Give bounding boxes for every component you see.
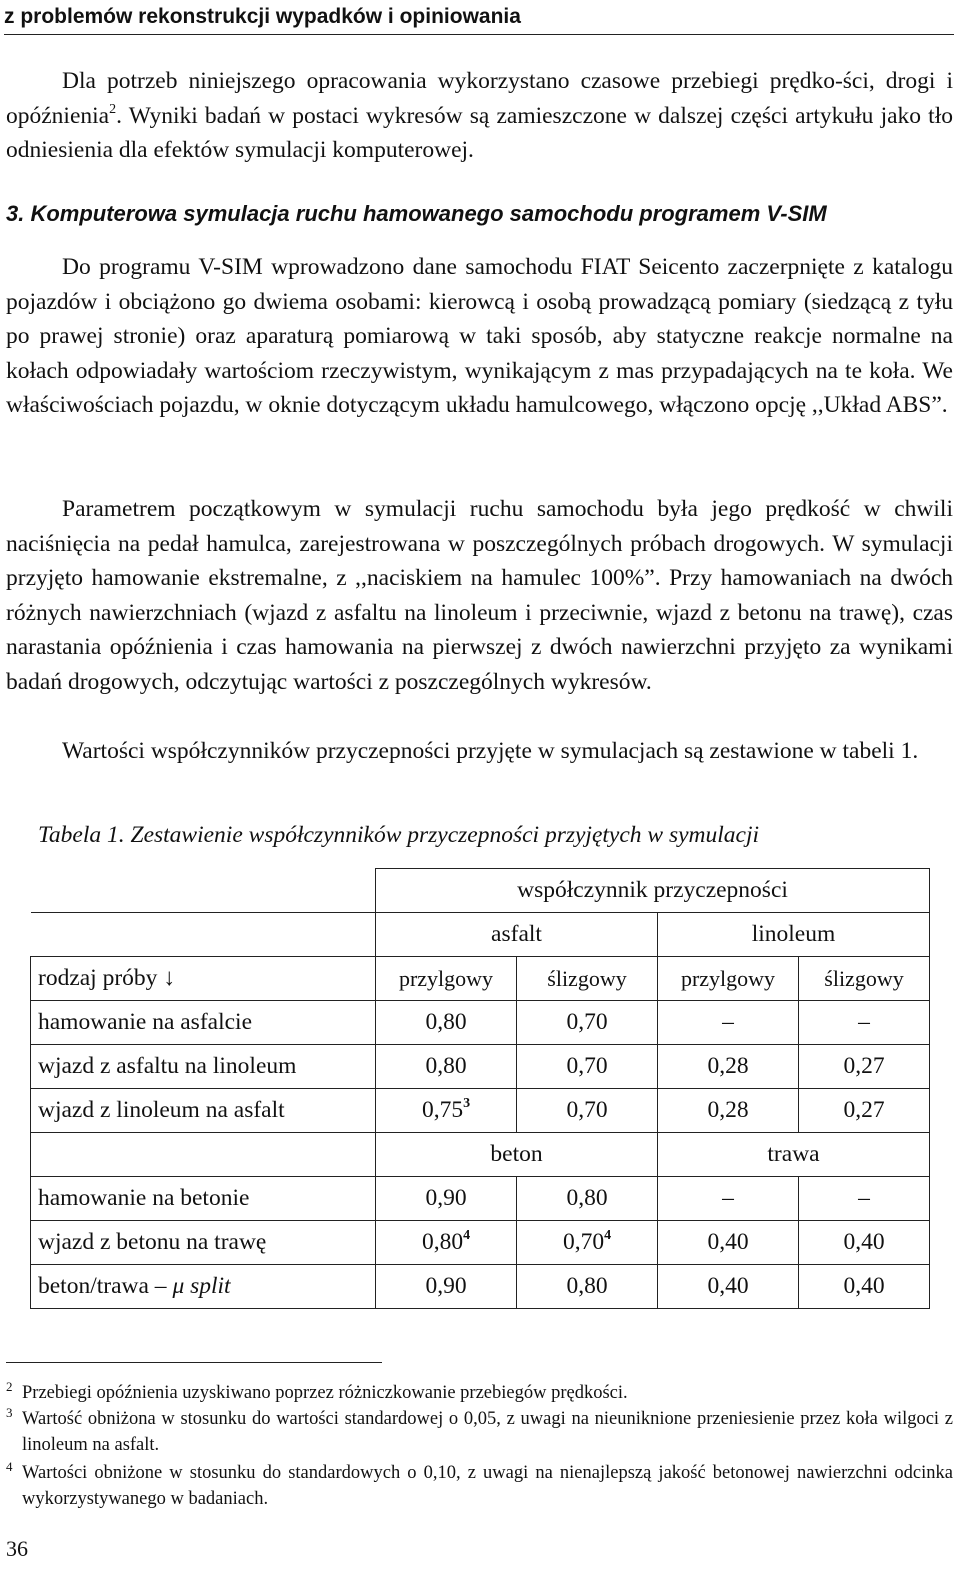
footnote-ref-4: 4 <box>604 1228 612 1243</box>
paragraph-1: Do programu V-SIM wprowadzono dane samochodu FIAT Seicento zaczerpnięte z katalogu pojazdów i obciążono go dwiema osobami: kierowcą i osobą prowadzącą pomiary (siedzącą z tyłu po prawej stronie) oraz aparaturą pomiarową w taki sposób, aby statyczne reakcje normalne na kołach odpowiadały wartościom rzeczywistym, wynikającym z mas przypadających na te koła. We właściwościach pojazdu, w oknie dotyczącym układu hamulcowego, włączono opcję ,,Układ ABS”. <box>6 254 953 418</box>
row-type-label: rodzaj próby <box>38 965 158 991</box>
table-row <box>31 1001 930 1045</box>
footnote-ref-2: 2 <box>109 101 117 117</box>
footnote-3 <box>6 1406 953 1458</box>
row-label: wjazd z asfaltu na linoleum <box>31 1045 376 1089</box>
adhesion-table <box>30 868 930 1309</box>
table-row <box>31 1177 930 1221</box>
table-cell <box>376 1089 517 1133</box>
subheader-przylgowy-1: przylgowy <box>376 957 517 1001</box>
running-title: z problemów rekonstrukcji wypadków i opiniowania <box>4 5 521 28</box>
table-cell: – <box>658 1177 799 1221</box>
cell-value: 0,80 <box>421 1229 464 1255</box>
table-cell: 0,28 <box>658 1089 799 1133</box>
table-cell: 0,70 <box>517 1089 658 1133</box>
table-cell: – <box>799 1001 930 1045</box>
table-row <box>31 1045 930 1089</box>
footnote-4 <box>6 1460 953 1512</box>
intro-text-after: . Wyniki badań w postaci wykresów są zamieszczone w dalszej części artykułu jako tło odniesienia dla efektów symulacji komputerowej. <box>6 102 953 163</box>
table-cell: 0,70 <box>517 1001 658 1045</box>
table-cell: 0,80 <box>376 1001 517 1045</box>
paragraph-3: Wartości współczynników przyczepności przyjęte w symulacjach są zestawione w tabeli 1. <box>62 738 919 764</box>
table-cell: – <box>658 1001 799 1045</box>
footnote-text: Wartości obniżone w stosunku do standardowych o 0,10, z uwagi na nienajlepszą jakość betonowej nawierzchni odcinka wykorzystywanego w badaniach. <box>22 1463 953 1509</box>
table-cell <box>517 1221 658 1265</box>
paragraph-2: Parametrem początkowym w symulacji ruchu samochodu była jego prędkość w chwili naciśnięcia na pedał hamulca, zarejestrowana w poszczególnych próbach drogowych. W symulacji przyjęto hamowanie ekstremalne, z ,,naciskiem na hamulec 100%”. Przy hamowaniach na dwóch różnych nawierzchniach (wjazd z asfaltu na linoleum i przeciwnie, wjazd z betonu na trawę), czas narastania opóźnienia i czas hamowania na pierwszej z dwóch nawierzchni przyjęto za wynikami badań drogowych, odczytując wartości z poszczególnych wykresów. <box>6 496 953 695</box>
surface-header-beton: beton <box>376 1133 658 1177</box>
table-header-row-3 <box>31 957 930 1001</box>
row-type-header <box>31 957 376 1001</box>
table-cell: 0,80 <box>517 1177 658 1221</box>
table-cell: 0,80 <box>517 1265 658 1309</box>
section-heading: 3. Komputerowa symulacja ruchu hamowanego samochodu programem V-SIM <box>6 201 827 226</box>
table-header-row-2 <box>31 913 930 957</box>
table-cell: 0,28 <box>658 1045 799 1089</box>
row-label: hamowanie na betonie <box>31 1177 376 1221</box>
footnote-separator <box>6 1362 382 1363</box>
footnote-ref-4: 4 <box>463 1228 471 1243</box>
surface-header-linoleum: linoleum <box>658 913 930 957</box>
footnote-text: Wartość obniżona w stosunku do wartości standardowej o 0,05, z uwagi na nieuniknione przeniesienie przez koła wilgoci z linoleum na asfalt. <box>22 1409 953 1455</box>
footnote-text: Przebiegi opóźnienia uzyskiwano poprzez różniczkowanie przebiegów prędkości. <box>22 1383 628 1403</box>
table-row <box>31 1089 930 1133</box>
table-cell: 0,40 <box>799 1221 930 1265</box>
surface-header-trawa: trawa <box>658 1133 930 1177</box>
table-cell: 0,70 <box>517 1045 658 1089</box>
subheader-przylgowy-2: przylgowy <box>658 957 799 1001</box>
table-cell <box>376 1221 517 1265</box>
footnote-number: 4 <box>6 1459 13 1474</box>
row-label-text: beton/trawa – <box>38 1273 173 1299</box>
surface-header-asfalt: asfalt <box>376 913 658 957</box>
running-header <box>4 2 954 35</box>
row-label <box>31 1265 376 1309</box>
table-cell: 0,27 <box>799 1045 930 1089</box>
table-surface-row-2 <box>31 1133 930 1177</box>
table-caption: Tabela 1. Zestawienie współczynników przyczepności przyjętych w symulacji <box>38 822 760 848</box>
subheader-slizgowy-2: ślizgowy <box>799 957 930 1001</box>
table-cell: 0,90 <box>376 1177 517 1221</box>
intro-text-before: Dla potrzeb niniejszego opracowania wykorzystano czasowe przebiegi prędko-ści, drogi i opóźnienia <box>6 68 953 129</box>
footnote-ref-3: 3 <box>463 1096 471 1111</box>
table-cell: 0,40 <box>658 1265 799 1309</box>
mu-split-label: μ split <box>172 1273 231 1299</box>
arrow-down-icon: ↓ <box>163 965 176 991</box>
table-cell: – <box>799 1177 930 1221</box>
table-header-row-1 <box>31 869 930 913</box>
table-empty-corner-2 <box>31 913 376 957</box>
subheader-slizgowy-1: ślizgowy <box>517 957 658 1001</box>
table-empty-corner <box>31 869 376 913</box>
cell-value: 0,70 <box>562 1229 605 1255</box>
table-cell: 0,40 <box>799 1265 930 1309</box>
table-cell: 0,40 <box>658 1221 799 1265</box>
footnote-number: 3 <box>6 1405 13 1420</box>
row-label: wjazd z linoleum na asfalt <box>31 1089 376 1133</box>
cell-value: 0,75 <box>421 1097 464 1123</box>
footnote-2 <box>6 1380 953 1406</box>
table-row <box>31 1265 930 1309</box>
table-cell: 0,90 <box>376 1265 517 1309</box>
table-group-header: współczynnik przyczepności <box>376 869 930 913</box>
table-cell: 0,80 <box>376 1045 517 1089</box>
intro-paragraph <box>6 64 953 168</box>
table-cell: 0,27 <box>799 1089 930 1133</box>
row-label: hamowanie na asfalcie <box>31 1001 376 1045</box>
row-label: wjazd z betonu na trawę <box>31 1221 376 1265</box>
table-row <box>31 1221 930 1265</box>
table-empty-label <box>31 1133 376 1177</box>
footnote-number: 2 <box>6 1379 13 1394</box>
page-number: 36 <box>6 1536 28 1561</box>
